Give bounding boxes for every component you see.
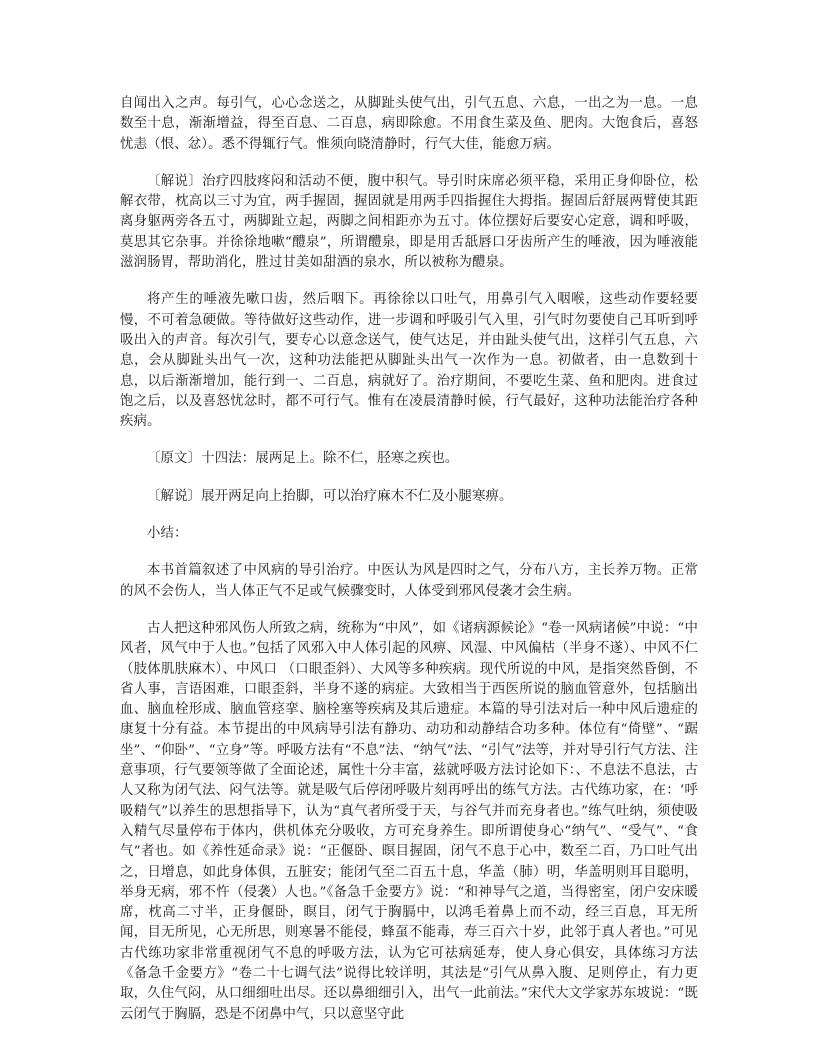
- paragraph-original-text-14: 〔原文〕十四法：展两足上。除不仁，胫寒之疾也。: [147, 451, 459, 467]
- paragraph-explanation-14: 〔解说〕展开两足向上抬脚，可以治疗麻木不仁及小腿寒痹。: [147, 488, 513, 504]
- paragraph-summary-intro: 本书首篇叙述了中风病的导引治疗。中医认为风是四时之气，分布八方，主长养万物。正常的风不会伤人，当人体正气不足或气候骤变时，人体受到邪风侵袭才会生病。: [120, 563, 698, 599]
- document-page: [120, 94, 698, 1042]
- paragraph-continuation: 自闻出入之声。每引气，心心念送之，从脚趾头使气出，引气五息、六息，一出之为一息。一息数至十息，渐渐增益，得至百息、二百息，病即除愈。不用食生菜及鱼、肥肉。大饱食后，喜怒忧恚（恨、忿）。悉不得辄行气。惟须向晓清静时，行气大佳，能愈万病。: [120, 96, 698, 152]
- paragraph-summary-heading: 小结：: [147, 526, 188, 542]
- paragraph-summary-body: 古人把这种邪风伤人所致之病，统称为“中风”，如《诸病源候论》“卷一风病诸候”中说：“中风者，风气中于人也。”包括了风邪入中人体引起的风痹、风湿、中风偏枯（半身不遂）、中风不仁（肢体肌肤麻木）、中风口 （口眼歪斜）、大风等多种疾病。现代所说的中风，是指突然昏倒，不省人事，言语困难，口眼歪斜，半身不遂的病症。大致相当于西医所说的脑血管意外，包括脑出血、脑血栓形成、脑血管痉挛、脑栓塞等疾病及其后遗症。本篇的导引法对后一种中风后遗症的康复十分有益。本节提出的中风病导引法有静功、动功和动静结合功多种。体位有“倚壁”、“踞坐”、“仰卧”、“立身”等。呼吸方法有“不息”法、“纳气”法、“引气”法等，并对导引行气方法、注意事项，行气要领等做了全面论述，属性十分丰富，兹就呼吸方法讨论如下：、不息法不息法，古人又称为闭气法、闷气法等。就是吸气后停闭呼吸片刻再呼出的练气方法。古代练功家，在：‘呼吸精气”以养生的思想指导下，认为“真气者所受于天，与谷气并而充身者也。”练气吐纳，须使吸入精气尽量停布于体内，供机体充分吸收，方可充身养生。即所谓使身心“纳气”、“受气”、“食气”者也。如《养性延命录》说：“正偃卧、暝目握固，闭气不息于心中，数至二百，乃口吐气出之，日增息，如此身体俱，五脏安；能闭气至二百五十息，华盖（肺）明，华盖明则耳目聪明，举身无病，邪不忤（侵袭）人也。”《备急千金要方》说：“和神导气之道，当得密室，闭户安床暖席，枕高二寸半，正身偃卧，瞑目，闭气于胸膈中，以鸿毛着鼻上而不动，经三百息，耳无所闻，目无所见，心无所思，则寒暑不能侵，蜂虿不能毒，寿三百六十岁，此邻于真人者也。”可见古代练功家非常重视闭气不息的呼吸方法，认为它可祛病延寿，使人身心俱安，具体练习方法《备急千金要方》“卷二十七调气法”说得比较详明，其法是“引气从鼻入腹、足则停止，有力更取，久住气闷，从口细细吐出尽。还以鼻细细引入，出气一此前法。”宋代大文学家苏东坡说：“既云闭气于胸膈，恐是不闭鼻中气，只以意坚守此: [120, 620, 698, 1022]
- paragraph-explanation-posture: 〔解说〕治疗四肢疼闷和活动不便，腹中积气。导引时床席必须平稳，采用正身仰卧位，松解衣带，枕高以三寸为宜，两手握固，握固就是用两手四指握住大拇指。握固后舒展两臂使其距离身躯两旁各五寸，两脚趾立起，两脚之间相距亦为五寸。体位摆好后要安心定意，调和呼吸，莫思其它杂事。并徐徐地嗽“醴泉”，所谓醴泉，即是用舌舐唇口牙齿所产生的唾液，因为唾液能滋润肠胃，帮助消化，胜过甘美如甜酒的泉水，所以被称为醴泉。: [120, 173, 698, 271]
- paragraph-saliva-breathing: 将产生的唾液先嗽口齿，然后咽下。再徐徐以口吐气，用鼻引气入咽喉，这些动作要轻要慢，不可着急硬做。等待做好这些动作，进一步调和呼吸引气入里，引气时勿要使自己耳听到呼吸出入的声音。每次引气，要专心以意念送气，使气达足，并由趾头使气出，这样引气五息，六息，会从脚趾头出气一次，这种功法能把从脚趾头出气一次作为一息。初做者，由一息数到十息，以后渐渐增加，能行到一、二百息，病就好了。治疗期间，不要吃生菜、鱼和肥肉。进食过饱之后，以及喜怒忧忿时，都不可行气。惟有在凌晨清静时候，行气最好，这种功法能治疗各种疾病。: [120, 292, 698, 430]
